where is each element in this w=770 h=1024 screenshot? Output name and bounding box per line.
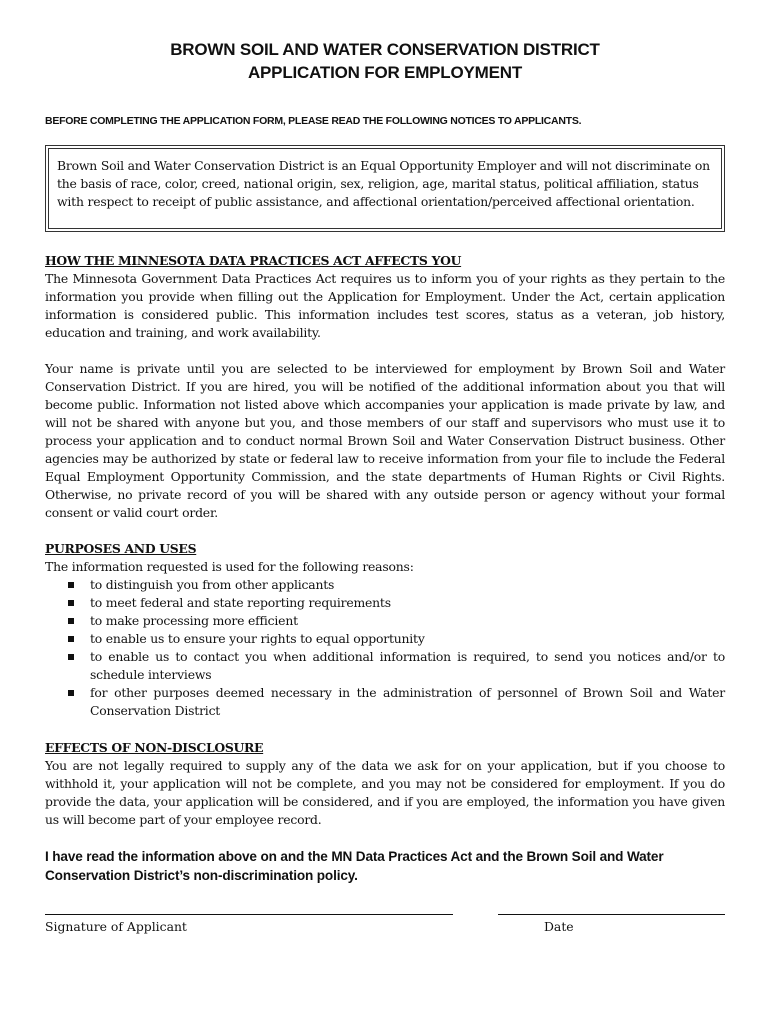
list-item: to enable us to ensure your rights to equal opportunity <box>45 630 725 648</box>
date-label: Date <box>544 919 574 934</box>
applicant-signature-line[interactable] <box>45 914 453 915</box>
list-item: for other purposes deemed necessary in the administration of personnel of Brown Soil and Water Conservation District <box>45 684 725 720</box>
eeo-statement-text: Brown Soil and Water Conservation District is an Equal Opportunity Employer and will not discriminate on the basis of race, color, creed, national origin, sex, religion, age, marital status, political affiliation, status with respect to receipt of public assistance, and affectional orientation/perceived affectional orientation. <box>48 148 722 229</box>
non-disclosure-paragraph: You are not legally required to supply any of the data we ask for on your application, but if you choose to withhold it, your application will not be complete, and you may not be considered for employment. If you do provide the data, your application will be considered, and if you are employed, the information you have given us will become part of your employee record. <box>45 758 725 827</box>
list-item: to distinguish you from other applicants <box>45 576 725 594</box>
data-practices-section <box>45 252 725 522</box>
date-line[interactable] <box>498 914 725 915</box>
title-line-2: APPLICATION FOR EMPLOYMENT <box>247 63 523 82</box>
square-bullet-icon <box>68 654 74 660</box>
list-item: to enable us to contact you when additional information is required, to send you notices and/or to schedule interviews <box>45 648 725 684</box>
square-bullet-icon <box>68 690 74 696</box>
data-practices-heading: HOW THE MINNESOTA DATA PRACTICES ACT AFFECTS YOU <box>45 253 462 268</box>
purposes-section <box>45 540 725 720</box>
non-disclosure-heading: EFFECTS OF NON-DISCLOSURE <box>45 740 264 755</box>
purposes-intro: The information requested is used for the following reasons: <box>45 559 414 574</box>
square-bullet-icon <box>68 636 74 642</box>
page-title <box>0 38 770 84</box>
purposes-list <box>45 576 725 720</box>
data-practices-paragraph-1: The Minnesota Government Data Practices Act requires us to inform you of your rights as they pertain to the information you provide when filling out the Application for Employment. Under the Act, certain application information is considered public. This information includes test scores, status as a veteran, job history, education and training, and work availability. <box>45 271 725 340</box>
data-practices-paragraph-2: Your name is private until you are selected to be interviewed for employment by Brown Soil and Water Conservation District. If you are hired, you will be notified of the additional information about you that will become public. Information not listed above which accompanies your application is made private by law, and will not be shared with anyone but you, and those members of our staff and supervisors who must use it to process your application and to conduct normal Brown Soil and Water Conservation Distruct business. Other agencies may be authorized by state or federal law to receive information from your file to include the Federal Equal Employment Opportunity Commission, and the state departments of Human Rights or Civil Rights. Otherwise, no private record of you will be shared with any outside person or agency without your formal consent or valid court order. <box>45 361 725 520</box>
list-item: to make processing more efficient <box>45 612 725 630</box>
applicant-signature-label: Signature of Applicant <box>45 919 187 934</box>
square-bullet-icon <box>68 600 74 606</box>
list-item: to meet federal and state reporting requirements <box>45 594 725 612</box>
eeo-statement-box <box>45 145 725 232</box>
title-line-1: BROWN SOIL AND WATER CONSERVATION DISTRICT <box>170 40 600 59</box>
acknowledgement-statement: I have read the information above on and the MN Data Practices Act and the Brown Soil and Water Conservation District’s non-discrimination policy. <box>45 849 664 883</box>
non-disclosure-section <box>45 739 725 829</box>
purposes-heading: PURPOSES AND USES <box>45 541 197 556</box>
square-bullet-icon <box>68 582 74 588</box>
square-bullet-icon <box>68 618 74 624</box>
notice-heading: BEFORE COMPLETING THE APPLICATION FORM, PLEASE READ THE FOLLOWING NOTICES TO APPLICANTS. <box>45 115 582 127</box>
